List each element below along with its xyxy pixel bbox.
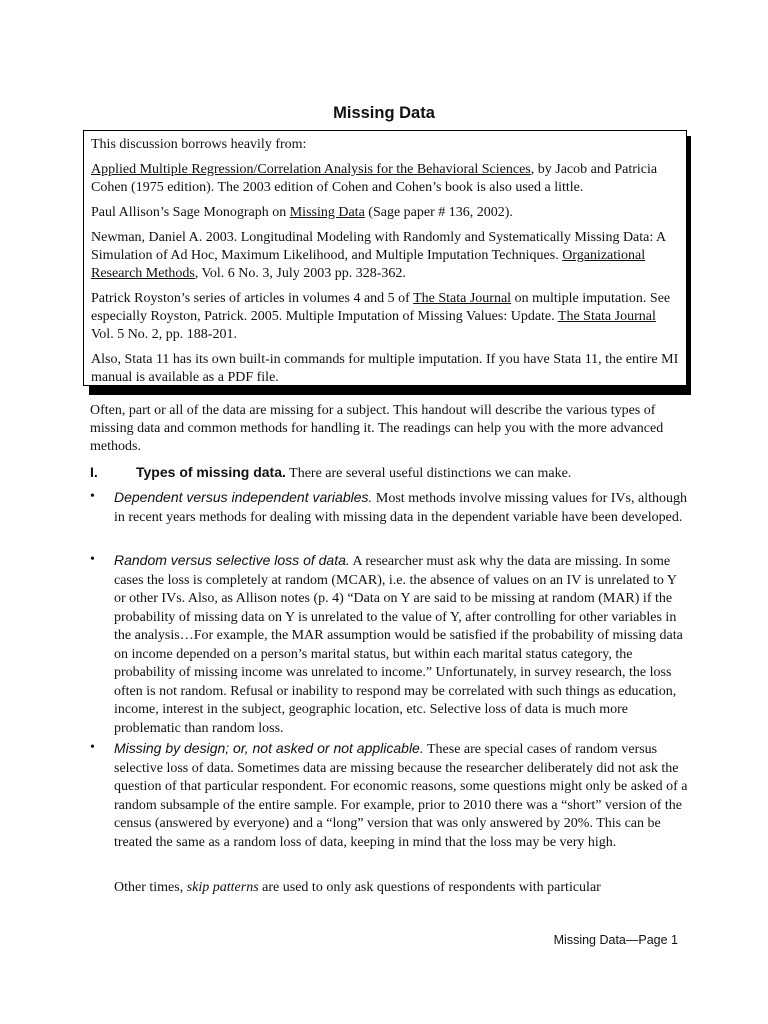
page-footer: Missing Data—Page 1 (553, 933, 678, 947)
skip-patterns-paragraph (114, 879, 690, 897)
bullet-item-missing-by-design (90, 739, 690, 852)
bullet-text (114, 488, 690, 527)
royston-journal-title: The Stata Journal (413, 291, 512, 306)
newman-pre: Newman, Daniel A. 2003. Longitudinal Modeling with Randomly and Systematically Missing Data: A Simulation of Ad Hoc, Maximum Likelihood, and Multiple Imputation Techniques. (91, 230, 666, 263)
bullet-icon: • (90, 489, 95, 504)
other-pre: Other times, (114, 880, 187, 895)
section-rest: There are several useful distinctions we can make. (285, 466, 572, 481)
bullet-body: Most methods involve missing values for IVs, although in recent years methods for dealing with missing data in the dependent variable have been developed. (114, 491, 687, 525)
royston-journal-title-2: The Stata Journal (557, 309, 656, 324)
intro-paragraph: Often, part or all of the data are missing for a subject. This handout will describe the various types of missing data and common methods for handling it. The readings can help you with the more advanced methods. (90, 403, 664, 454)
citation-cohen (91, 161, 679, 197)
newman-journal-title: Organizational Research Methods (91, 248, 646, 281)
section-title: Types of missing data. (136, 464, 286, 480)
royston-post: Vol. 5 No. 2, pp. 188-201. (91, 327, 237, 342)
cohen-citation-text: , by Jacob and Patricia Cohen (1975 edition). The 2003 edition of Cohen and Cohen’s book is also used a little. (91, 162, 658, 195)
citation-allison (91, 204, 679, 222)
royston-mid: on multiple imputation. See especially Royston, Patrick. 2005. Multiple Imputation of Missing Values: Update. (91, 291, 671, 324)
allison-book-title: Missing Data (289, 205, 365, 220)
other-post: are used to only ask questions of respondents with particular (258, 880, 601, 895)
cohen-book-title: Applied Multiple Regression/Correlation Analysis for the Behavioral Sciences (91, 162, 531, 177)
skip-patterns-term: skip patterns (186, 880, 259, 895)
citation-newman (91, 229, 679, 283)
allison-pre: Paul Allison’s Sage Monograph on (91, 205, 290, 220)
section-number: I. (90, 464, 98, 480)
newman-post: , Vol. 6 No. 3, July 2003 pp. 328-362. (194, 266, 406, 281)
bullet-icon: • (90, 552, 95, 567)
bullet-item-random-selective (90, 551, 690, 738)
citation-royston (91, 290, 679, 344)
bullet-body: These are special cases of random versus selective loss of data. Sometimes data are missing because the researcher deliberately did not ask the question of that particular respondent. For economic reasons, some questions might only be asked of a random subsample of the entire sample. For example, prior to 2010 there was a “short” version of the census (answered by everyone) and a “long” version that was only answered by 20%. This can be treated the same as a random loss of data, keeping in mind that the loss may be very high. (114, 742, 688, 850)
section-heading (90, 462, 690, 484)
bullet-body: A researcher must ask why the data are missing. In some cases the loss is completely at random (MCAR), i.e. the absence of values on an IV is unrelated to Y or other IVs. Also, as Allison notes (p. 4) “Data on Y are said to be missing at random (MAR) if the probability of missing data on Y is unrelated to the value of Y, after controlling for other variables in the analysis…For example, the MAR assumption would be satisfied if the probability of missing data on income depended on a person’s marital status, but within each marital status category, the probability of missing income was unrelated to income.” Unfortunately, in survey research, the loss often is not random. Refusal or inability to respond may be correlated with such things as education, income, interest in the subject, geographic location, etc. Selective loss of data is much more problematic than random loss. (114, 554, 683, 736)
bullet-lead: Missing by design; or, not asked or not applicable. (114, 740, 424, 756)
bullet-icon: • (90, 740, 95, 755)
box-intro-line: This discussion borrows heavily from: (91, 137, 307, 152)
page-title: Missing Data (333, 104, 435, 122)
citation-box (83, 130, 687, 386)
bullet-lead: Dependent versus independent variables. (114, 489, 373, 505)
bullet-text (114, 739, 690, 852)
bullet-lead: Random versus selective loss of data. (114, 552, 350, 568)
bullet-item-dependent-independent (90, 488, 690, 527)
allison-post: (Sage paper # 136, 2002). (364, 205, 513, 220)
citation-stata11: Also, Stata 11 has its own built-in commands for multiple imputation. If you have Stata 11, the entire MI manual is available as a PDF file. (91, 352, 679, 385)
royston-pre: Patrick Royston’s series of articles in volumes 4 and 5 of (91, 291, 414, 306)
bullet-text (114, 551, 690, 738)
